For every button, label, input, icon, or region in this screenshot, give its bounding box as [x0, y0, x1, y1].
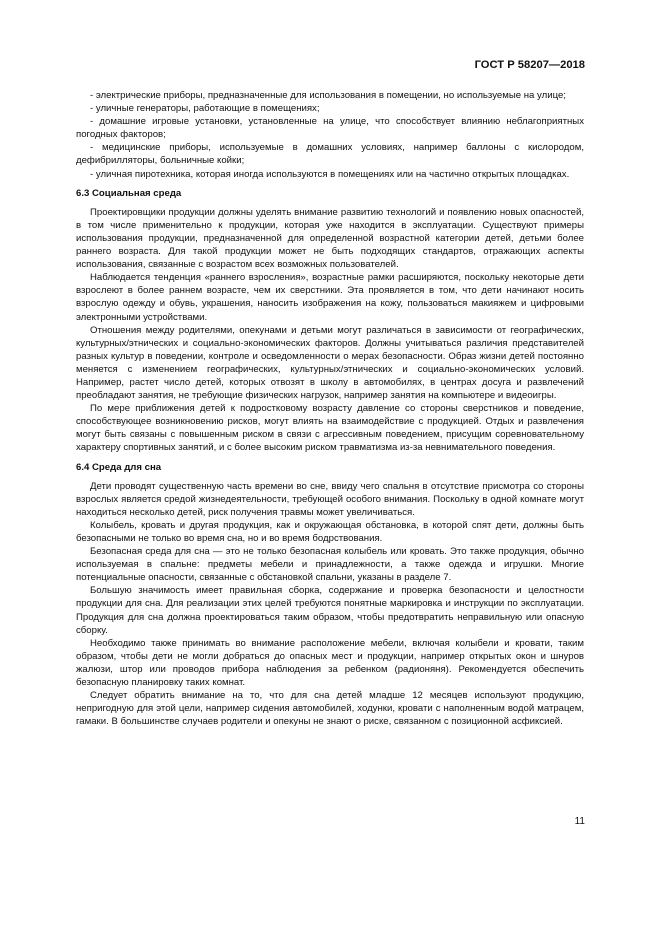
list-item: - домашние игровые установки, установленные на улице, что способствует влиянию неблагоприятных погодных факторов;: [76, 116, 584, 141]
paragraph: Следует обратить внимание на то, что для сна детей младше 12 месяцев используют продукцию, непригодную для этой цели, например сидения автомобилей, ходунки, кровати с наполненным водой матрацем, гамаки. В большинстве случаев родители и опекуны не знают о риске, связанном с позиционной асфиксией.: [76, 690, 584, 728]
section-heading-6-4: 6.4 Среда для сна: [76, 461, 162, 473]
paragraph: Дети проводят существенную часть времени во сне, ввиду чего спальня в отсутствие присмотра со стороны взрослых является средой жизнедеятельности, требующей особого внимания. Поскольку в одной комнате могут находиться несколько детей, риск получения травмы может увеличиваться.: [76, 480, 584, 518]
list-item: - медицинские приборы, используемые в домашних условиях, например баллоны с кислородом, дефибрилляторы, больничные койки;: [76, 142, 584, 167]
paragraph: Большую значимость имеет правильная сборка, содержание и проверка безопасности и целостности продукции для сна. Для реализации этих целей требуются понятные маркировка и инструкции по эксплуатации. Продукция для сна должна проектироваться таким образом, чтобы предотвратить неправильную или опасную сборку.: [76, 585, 584, 636]
list-item: - электрические приборы, предназначенные для использования в помещении, но используемые на улице;: [90, 90, 566, 101]
list-item: - уличные генераторы, работающие в помещениях;: [90, 103, 320, 115]
list-item: - уличная пиротехника, которая иногда используются в помещениях или на частично открытых площадках.: [90, 168, 570, 180]
paragraph: Необходимо также принимать во внимание расположение мебели, включая колыбели и кровати, таким образом, чтобы дети не могли добраться до опасных мест и продукции, например открытых окон и шнуров жалюзи, штор или проводов прибора наблюдения за ребенком (радионяня). Рекомендуется обеспечить безопасную планировку таких комнат.: [76, 637, 584, 689]
page-number: 11: [574, 816, 585, 827]
paragraph: По мере приближения детей к подростковому возрасту давление со стороны сверстников и поведение, способствующее возникновению рисков, могут влиять на взаимодействие с продукцией. Отдых и развлечения могут быть связаны с повышенным риском в связи с агрессивным поведением, присущим соревновательному характеру спортивных занятий, и с более высоким риском травматизма из-за невнимательного поведения.: [76, 403, 584, 454]
paragraph: Наблюдается тенденция «раннего взросления», возрастные рамки расширяются, поскольку некоторые дети взрослеют в более раннем возрасте, чем их сверстники. Эта проявляется в том, что дети начинают носить взрослую одежду и обувь, украшения, наносить изображения на кожу, пользоваться макияжем и цифровыми электронными устройствами.: [76, 272, 584, 323]
paragraph: Проектировщики продукции должны уделять внимание развитию технологий и появлению новых опасностей, в том числе применительно к продукции, которая уже находится в эксплуатации. Существуют примеры использования продукции, предназначенной для определенной возрастной категории детей, детьми более раннего возраста. Для такой продукции может не быть подходящих стандартов, отражающих аспекты использования, связанные с возрастом всех возможных пользователей.: [76, 206, 584, 271]
document-body: [76, 89, 584, 728]
paragraph: Безопасная среда для сна — это не только безопасная колыбель или кровать. Это также продукция, обычно используемая в спальне: предметы мебели и принадлежности, а также одежда и игрушки. Многие потенциальные опасности, связанные с обстановкой спальни, указаны в разделе 7.: [76, 546, 584, 584]
paragraph: Отношения между родителями, опекунами и детьми могут различаться в зависимости от географических, культурных/этнических и социально-экономических факторов. Должны учитываться различия представителей разных культур в поведении, контроле и осведомленности о мерах безопасности. Образ жизни детей постоянно меняется с изменением географических, культурных/этнических и социально-экономических условий. Например, растет число детей, которых отвозят в школу в автомобилях, в центрах досуга и развлечений преобладают занятия, не требующие физических нагрузок, например занятия на компьютере и видеоигры.: [76, 324, 584, 402]
paragraph: Колыбель, кровать и другая продукция, как и окружающая обстановка, в которой спят дети, должны быть безопасными не только во время сна, но и во время бодрствования.: [76, 519, 584, 544]
standard-header: ГОСТ Р 58207—2018: [474, 59, 585, 71]
section-heading-6-3: 6.3 Социальная среда: [76, 187, 182, 199]
